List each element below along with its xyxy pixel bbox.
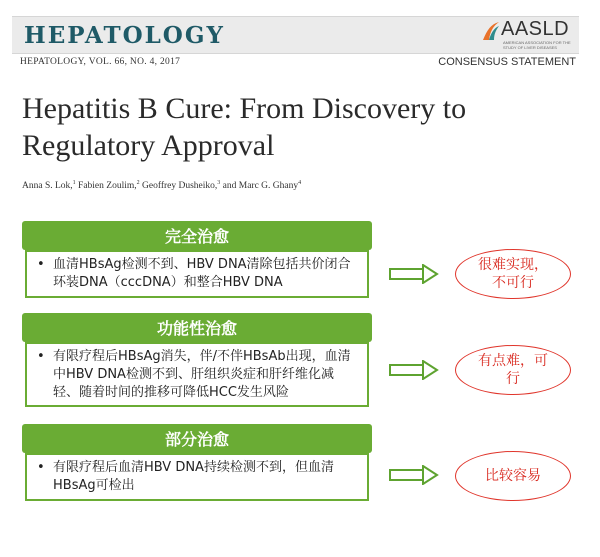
author-name: Fabien Zoulim, xyxy=(75,181,137,192)
author-name: and Marc G. Ghany xyxy=(220,181,299,192)
complete-cure-description-box xyxy=(25,250,369,298)
logo-text: AASLD xyxy=(501,18,570,40)
complete-cure-description xyxy=(37,256,357,292)
complete-cure-heading: 完全治愈 xyxy=(22,221,372,250)
arrow-right-icon xyxy=(389,360,439,380)
arrow-right-icon xyxy=(389,465,439,485)
functional-cure-description-box xyxy=(25,342,369,407)
journal-name: HEPATOLOGY xyxy=(24,22,225,49)
author-affiliation: 4 xyxy=(298,180,302,186)
functional-cure-text: 有限疗程后HBsAg消失，伴/不伴HBsAb出现，血清中HBV DNA检测不到、肝组织炎症和肝纤维化减轻、随着时间的推移可降低HCC发生风险 xyxy=(53,349,351,400)
partial-cure-text: 有限疗程后血清HBV DNA持续检测不到，但血清HBsAg可检出 xyxy=(53,460,334,493)
bullet-icon: • xyxy=(37,257,45,272)
partial-cure-assessment xyxy=(455,451,571,501)
bullet-icon: • xyxy=(37,460,45,475)
journal-banner xyxy=(12,16,579,54)
functional-cure-heading: 功能性治愈 xyxy=(22,313,372,342)
author-affiliation: 3 xyxy=(217,180,221,186)
author-name: Anna S. Lok, xyxy=(22,181,73,192)
partial-cure-heading: 部分治愈 xyxy=(22,424,372,453)
journal-citation: HEPATOLOGY, VOL. 66, NO. 4, 2017 xyxy=(20,57,181,67)
logo-subtext: AMERICAN ASSOCIATION FOR THE STUDY OF LIVER DISEASES xyxy=(503,40,571,50)
functional-cure-description xyxy=(37,348,357,402)
author-affiliation: 1 xyxy=(72,180,76,186)
author-name: Geoffrey Dusheiko, xyxy=(139,181,218,192)
bullet-icon: • xyxy=(37,349,45,364)
article-type: CONSENSUS STATEMENT xyxy=(438,56,576,68)
complete-cure-text: 血清HBsAg检测不到、HBV DNA清除包括共价闭合环装DNA（cccDNA）和整合HBV DNA xyxy=(53,257,351,290)
author-affiliation: 2 xyxy=(136,180,140,186)
complete-cure-assessment-text: 很难实现，不可行 xyxy=(478,257,548,291)
functional-cure-assessment-text: 有点难，可行 xyxy=(478,353,548,387)
author-list xyxy=(22,180,301,191)
functional-cure-assessment xyxy=(455,345,571,395)
article-title: Hepatitis B Cure: From Discovery to Regulatory Approval xyxy=(22,92,467,162)
aasld-logo xyxy=(481,19,573,51)
partial-cure-description xyxy=(37,459,357,495)
aasld-logo-icon xyxy=(481,20,501,42)
complete-cure-assessment xyxy=(455,249,571,299)
arrow-right-icon xyxy=(389,264,439,284)
partial-cure-description-box xyxy=(25,453,369,501)
partial-cure-assessment-text: 比较容易 xyxy=(485,468,541,484)
